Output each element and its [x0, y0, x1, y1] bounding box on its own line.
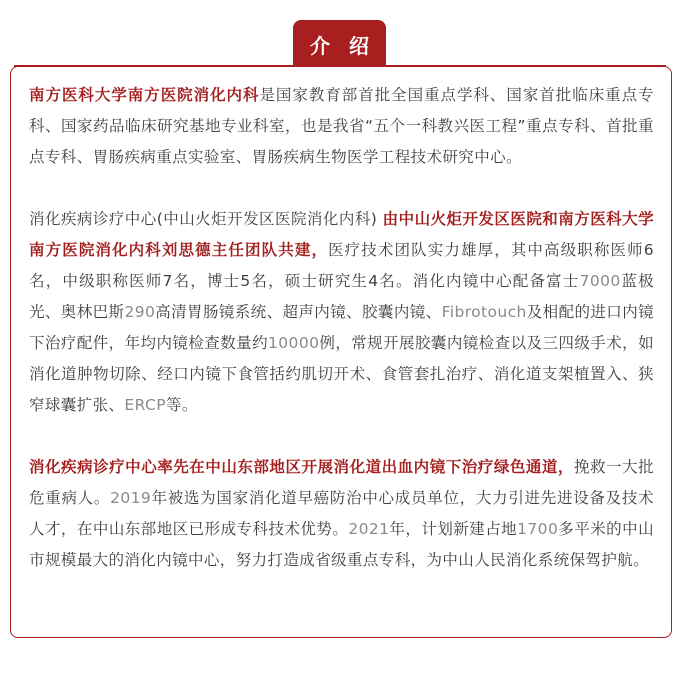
text-segment-latin: Fibrotouch	[441, 303, 527, 321]
section-title-tab	[293, 20, 386, 68]
text-segment-hl: 由中山火炬开发区医院和南方医科大学南方医院消化内科刘思德主任团队共建，	[29, 210, 654, 259]
text-segment-latin: 2021	[348, 520, 390, 538]
text-segment-normal: 高清胃肠镜系统、超声内镜、胶囊内镜、	[155, 303, 442, 321]
intro-paragraph-2	[29, 204, 654, 421]
text-segment-latin: 290	[124, 303, 156, 321]
intro-paragraph-3	[29, 452, 654, 576]
text-segment-latin: ERCP	[124, 396, 166, 414]
text-segment-hl: 消化疾病诊疗中心率先在中山东部地区开展消化道出血内镜下治疗绿色通道，	[29, 458, 574, 476]
text-segment-latin: 2019	[110, 489, 152, 507]
text-segment-normal: 及相配的进口内镜下治疗配件，年均内镜检查数量约	[29, 303, 654, 352]
text-segment-normal: 等。	[165, 396, 198, 414]
text-segment-normal: 多平米的中山市规模最大的消化内镜中心，努力打造成省级重点专科，为中山人民消化系统保驾护航。	[29, 520, 654, 569]
text-segment-normal: 蓝极光、奥林巴斯	[29, 272, 654, 321]
section-title: 介 绍	[310, 33, 375, 58]
intro-content-box	[10, 66, 672, 638]
text-segment-normal: 年，计划新建占地	[389, 520, 518, 538]
text-segment-latin: 10000	[268, 334, 320, 352]
intro-paragraph-1	[29, 80, 654, 173]
text-segment-normal: 挽救一大批危重病人。	[29, 458, 654, 507]
text-segment-normal: 是国家教育部首批全国重点学科、国家首批临床重点专科、国家药品临床研究基地专业科室，也是我省“五个一科教兴医工程”重点专科、首批重点专科、胃肠疾病重点实验室、胃肠疾病生物医学工程技术研究中心。	[29, 86, 654, 166]
text-segment-normal: 年被选为国家消化道早癌防治中心成员单位，大力引进先进设备及技术人才，在中山东部地区已形成专科技术优势。	[29, 489, 654, 538]
text-segment-latin: 1700	[517, 520, 559, 538]
text-segment-hl: 南方医科大学南方医院消化内科	[29, 86, 260, 104]
text-segment-normal: 消化疾病诊疗中心(中山火炬开发区医院消化内科)	[29, 210, 383, 228]
text-segment-latin: 7000	[579, 272, 621, 290]
text-segment-normal: 医疗技术团队实力雄厚，其中高级职称医师6名，中级职称医师7名，博士5名，硕士研究生4名。消化内镜中心配备富士	[29, 241, 654, 290]
text-segment-normal: 例，常规开展胶囊内镜检查以及三四级手术，如消化道肿物切除、经口内镜下食管括约肌切开术、食管套扎治疗、消化道支架植置入、狭窄球囊扩张、	[29, 334, 654, 414]
